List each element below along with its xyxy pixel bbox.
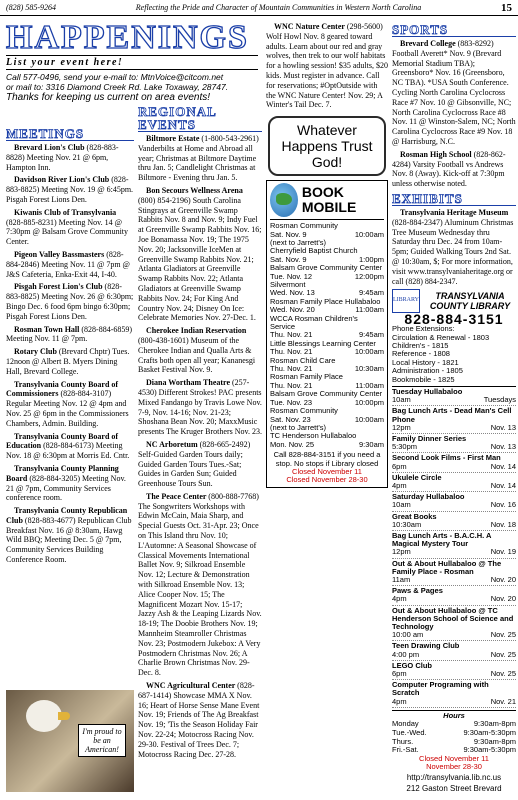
bookmobile-note: Call 828-884-3151 if you need a stop. No stops if Library closed: [273, 450, 381, 468]
bookmobile-date: Wed. Nov. 13: [270, 288, 315, 298]
happenings-title: HAPPENINGS: [6, 19, 249, 56]
bookmobile-date: Thu. Nov. 21: [270, 347, 313, 357]
hours-day: Monday: [392, 719, 419, 729]
extensions-title: Phone Extensions:: [392, 324, 455, 334]
bookmobile-time: 1:00pm: [358, 254, 384, 264]
hours-title: Hours: [443, 710, 465, 720]
meeting-entry: [6, 143, 134, 172]
meeting-details: (828-883-8825) Meeting Nov. 19 @ 6:45pm. Pisgah Forest Lions Den.: [6, 175, 134, 204]
meeting-details: (828-884-3107) Regular Meeting Nov. 12 @ 4pm and Nov. 25 @ 6pm in the Commissioners Chambers, Admin. Building.: [6, 389, 129, 428]
regional-event-entry: [138, 681, 262, 759]
meeting-entry: [6, 464, 134, 503]
happenings-subtitle: List your event here!: [6, 55, 258, 70]
library-closed-1: Closed November 11: [419, 753, 489, 763]
library-event-time: 10am: [392, 500, 411, 510]
regional-event-name: Bon Secours Wellness Arena: [146, 185, 243, 195]
library-event-time: 12pm: [392, 422, 411, 432]
bookmobile-date: Thu. Nov. 21: [270, 380, 313, 390]
library-event-name: Second Look Films - First Man: [392, 453, 501, 463]
meeting-entry: [6, 506, 134, 565]
meeting-entry: [6, 325, 134, 345]
meeting-name: Pisgah Forest Lion's Club: [14, 282, 105, 292]
bookmobile-time: 10:00am: [354, 347, 384, 357]
bookmobile-closed-2: Closed November 28-30: [286, 475, 368, 485]
bookmobile-time: 11:00am: [355, 380, 384, 390]
bookmobile-place: Rosman Family Place Hullabaloo: [270, 296, 381, 306]
bookmobile-box: [266, 180, 388, 488]
regional-overflow: [266, 22, 388, 110]
hours-time: 9:30am-5:30pm: [463, 728, 516, 738]
sports-details: (883-8292) Football Averett* Nov. 9 (Brevard Memorial Stadium TBA); Greensboro* Nov. 16 (Greensboro, NC TBA). *USA South Conference. Cycling North Carolina Cyclocross Race #7 Nov. 10 @ Gibsonville, NC; North Carolina Cyclocross Race #8 Nov. 11 @ Winston-Salem, NC; North Carolina Cyclocross Race #9 Nov. 18 @ Harrisburg, N.C.: [392, 39, 516, 146]
regional-event-name: NC Arboretum: [146, 439, 200, 449]
meeting-name: Transylvania County Board of Commissioners: [6, 379, 119, 399]
library-event-date: Nov. 18: [490, 519, 516, 529]
library-event-time-row: [392, 463, 516, 473]
meeting-entry: [6, 282, 134, 321]
exhibit-name: Transylvania Heritage Museum: [400, 207, 509, 217]
extension-item: Circulation & Renewal - 1803: [392, 332, 490, 342]
library-event-date: Nov. 13: [490, 422, 516, 432]
meeting-name: Davidson River Lion's Club: [14, 175, 112, 185]
meeting-name: Transylvania County Planning Board: [6, 463, 119, 483]
bookmobile-time: 10:00am: [354, 229, 384, 239]
library-event-time-row: [392, 548, 516, 558]
bookmobile-closed-1: Closed November 11: [292, 466, 362, 476]
regional-event-name: Diana Wortham Theatre: [146, 378, 233, 388]
library-event-time-row: [392, 521, 516, 531]
library-event-name: Paws & Pages: [392, 586, 443, 596]
library-event-name: Family Dinner Series: [392, 433, 467, 443]
library-event-date: Nov. 25: [490, 649, 516, 659]
library-event-time-row: [392, 576, 516, 586]
regional-event-name: WNC Nature Center: [274, 22, 347, 31]
regional-event-name: Cherokee Indian Reservation: [146, 326, 247, 336]
library-event-date: Nov. 25: [490, 669, 516, 679]
library-event-time-row: [392, 698, 516, 708]
meetings-heading: MEETINGS: [6, 127, 134, 141]
library-event-date: Nov. 21: [490, 696, 516, 706]
bookmobile-date: Tue. Nov. 12: [270, 271, 313, 281]
meeting-details: (828-883-8828) Meeting Nov. 21 @ 6pm, Hampton Inn.: [6, 143, 119, 172]
library-event-date: Nov. 19: [490, 547, 516, 557]
extension-item: Bookmobile - 1825: [392, 374, 455, 384]
bookmobile-place: Rosman Child Care: [270, 355, 336, 365]
bookmobile-time: 9:45am: [358, 288, 384, 298]
contact-line-2: or mail to: 3316 Diamond Creek Rd. Lake Toxaway, 28747.: [6, 82, 229, 92]
library-event-name: Great Books: [392, 511, 437, 521]
regional-event-name: WNC Agricultural Center: [146, 681, 238, 691]
thanks-line: Thanks for keeping us current on area events!: [6, 92, 211, 103]
bookmobile-date: Wed. Nov. 20: [270, 305, 315, 315]
extension-item: Administration - 1805: [392, 366, 463, 376]
trust-god-text: Whatever Happens Trust God!: [281, 122, 373, 171]
bookmobile-time: 10:00pm: [354, 397, 384, 407]
bookmobile-place: Rosman Community: [270, 221, 338, 231]
sports-list: [392, 39, 516, 189]
library-event-name: Saturday Hullabaloo: [392, 492, 465, 502]
library-event-time-row: [392, 595, 516, 605]
library-event-time: 4:00 pm: [392, 649, 420, 659]
library-event-name: Out & About Hullabaloo @ TC Henderson School of Science and Technology: [392, 605, 514, 632]
bookmobile-header: [270, 183, 384, 220]
library-event-time-row: [392, 670, 516, 680]
meeting-entry: [6, 380, 134, 429]
meeting-name: Rotary Club: [14, 347, 59, 357]
bookmobile-place: Silvermont: [270, 280, 306, 290]
extensions-list: [392, 334, 516, 384]
regional-event-details: (298-5600) Wolf Howl Nov. 8 geared toward adults. Learn about our red and gray wolves, then trek to our wolf habitats for a howling session! $35 adults, $20 kids. Must register in advance. Call for reservations; #OptOutside with the WNC Nature Center! Nov. 29; A Winter's Tail Dec. 7.: [266, 22, 388, 110]
library-event-name: Bag Lunch Arts - B.A.C.H. A Magical Mystery Tour: [392, 531, 492, 549]
library-url[interactable]: http://transylvania.lib.nc.us: [406, 773, 502, 783]
proud-american-card: I'm proud to be an American!: [78, 724, 126, 757]
bookmobile-date: Mon. Nov. 25: [270, 439, 315, 449]
regional-event-entry: [138, 492, 262, 678]
library-event-time: 4pm: [392, 696, 407, 706]
library-event-time-row: [392, 651, 516, 661]
page-number: 15: [500, 1, 512, 14]
meeting-details: (Brevard Chptr) Tues. 12noon @ Albert B. Myers Dining Hall, Brevard College.: [6, 347, 130, 376]
regional-event-entry: [138, 440, 262, 489]
bookmobile-schedule: [270, 222, 384, 449]
regional-event-details: (1-800-543-2961) Vanderbilts at Home and Abroad all year; Christmas at Biltmore Daytime thru Jan. 5; Candlelight Christmas at Biltmore - Evening thru Jan. 5.: [138, 134, 259, 183]
bookmobile-date: Sat. Nov. 9: [270, 229, 307, 239]
bookmobile-place: (next to Jarrett's): [270, 422, 327, 432]
meeting-name: Rosman Town Hall: [14, 324, 82, 334]
library-event-name: Teen Drawing Club: [392, 641, 460, 651]
meeting-name: Transylvania County Republican Club: [6, 506, 128, 525]
regional-event-entry: [138, 326, 262, 375]
extension-item: Reference - 1808: [392, 349, 450, 359]
library-event-date: Nov. 14: [490, 481, 516, 490]
meeting-details: (828-883-8825) Meeting Nov. 26 @ 6:30pm; Bingo Dec. 6 food 6pm bingo 6:30pm; Pisgah Forest Lions Den.: [6, 282, 134, 321]
library-event-time-row: [392, 424, 516, 434]
globe-icon: [270, 183, 298, 217]
bookmobile-date: Thu. Nov. 21: [270, 364, 313, 374]
meeting-entry: [6, 250, 134, 279]
meetings-list: [6, 126, 134, 568]
meeting-name: Transylvania County Board of Education: [6, 431, 119, 451]
hours-time: 9:30am-5:30pm: [463, 745, 516, 755]
header-tagline: Reflecting the Pride and Character of Mountain Communities in Western North Carolina: [135, 3, 422, 12]
sports-entry: [392, 150, 516, 189]
library-event-name: Ukulele Circle: [392, 472, 442, 482]
exhibits-list: [392, 208, 516, 286]
bookmobile-place: (next to Jarrett's): [270, 237, 327, 247]
meeting-details: (828-884-3205) Meeting Nov. 21 @ 7pm, Community Services conference room.: [6, 473, 126, 503]
library-event-time: 12pm: [392, 547, 411, 557]
right-column: [392, 22, 516, 792]
meeting-details: (828-884-6859) Meeting Nov. 11 @ 7pm.: [6, 324, 133, 344]
bookmobile-place: TC Henderson Hullabaloo: [270, 431, 357, 441]
extension-item: Local History - 1821: [392, 357, 459, 367]
library-event-time-row: [392, 482, 516, 492]
library-event-time: 11am: [392, 575, 411, 585]
regional-event-details: (800) 854-2196) South Carolina Stingrays at Greenville Swamp Rabbits Nov. 8 and Nov. 9; Indy Fuel at Greenville Swamp Rabbits Nov. 16; Joe Bonamassa Nov. 19; The 1975 Nov. 20; Jacksonville IceMen at Greenville Swamp Rabbits Nov. 21; Atlanta Gladiators at Greenville Swamp Rabbits Nov. 22; Atlanta Gladiators at Greenville Swamp Rabbits Nov. 24; For King And Country Nov. 24; Disney On Ice: Celebrate Memories Nov. 27-Dec. 1.: [138, 195, 262, 323]
regional-event-details: (257-4530) Different Strokes! PAC presents Mixed Fandango by Travis Lowe Nov. 7-9, Nov. 14-16; Nov. 21-23; Shoshana Bean Nov. 20; MaxxMusic presents The Kruger Brothers Nov. 23.: [138, 378, 262, 437]
bookmobile-time: 12:00pm: [354, 271, 384, 281]
bookmobile-time: 9:30am: [358, 439, 384, 449]
sports-name: Brevard College: [400, 39, 458, 48]
library-event-time-row: [392, 631, 516, 641]
hours-day: Fri.-Sat.: [392, 745, 419, 755]
library-schedule: [392, 386, 516, 708]
library-logo-icon: LIBRARY: [392, 289, 420, 313]
library-logo: [392, 289, 516, 313]
hours-list: [392, 720, 516, 754]
sports-entry: [392, 39, 516, 147]
meeting-details: (828-884-2846) Meeting Nov. 11 @ 7pm @ J&S Cafeteria, Enka-Exit 44, I-40.: [6, 249, 130, 279]
library-event-time: 4pm: [392, 481, 407, 490]
bookmobile-place: Little Blessings Learning Center: [270, 338, 376, 348]
meeting-details: (828-884-6173) Meeting Nov. 18 @ 6:30pm at Morris Ed. Cntr.: [6, 441, 130, 461]
library-event-time: 6pm: [392, 461, 407, 471]
library-event-time: 10:30am: [392, 519, 422, 529]
meeting-entry: [6, 208, 134, 247]
regional-event-entry: [138, 378, 262, 437]
bookmobile-date: Sat. Nov. 9: [270, 254, 307, 264]
meeting-name: Kiwanis Club of Transylvania: [14, 207, 117, 217]
bookmobile-row: [270, 441, 384, 449]
hours-day: Thurs.: [392, 736, 414, 746]
bookmobile-title: BOOK MOBILE: [301, 184, 357, 216]
library-event-name: LEGO Club: [392, 660, 432, 670]
hours-time: 9:30am-8pm: [473, 719, 516, 729]
exhibits-heading: EXHIBITS: [392, 192, 516, 206]
header-phone: (828) 585-9264: [6, 3, 56, 12]
extension-item: Children's - 1815: [392, 340, 449, 350]
library-event-date: Nov. 16: [490, 500, 516, 510]
library-hours: [392, 710, 516, 792]
bookmobile-place: Rosman Family Place: [270, 372, 343, 382]
library-event-name: Computer Programing with Scratch: [392, 680, 489, 698]
sports-name: Rosman High School: [400, 149, 474, 159]
library-event-name: Tuesday Hullabaloo: [392, 386, 463, 396]
library-event-time: 6pm: [392, 669, 407, 679]
bookmobile-date: Sat. Nov. 23: [270, 414, 311, 424]
regional-event-entry: [266, 22, 388, 110]
bookmobile-place: WCCA Rosman Children's Service: [270, 313, 358, 332]
library-event-date: Nov. 13: [490, 442, 516, 452]
library-event-time-row: [392, 396, 516, 406]
meeting-entry: [6, 432, 134, 461]
hours-day: Tue.-Wed.: [392, 728, 427, 738]
regional-column: [138, 22, 262, 792]
bookmobile-place: Balsam Grove Community Center: [270, 263, 383, 273]
library-event-date: Tuesdays: [483, 395, 516, 405]
meeting-entry: [6, 175, 134, 204]
library-event-date: Nov. 14: [490, 461, 516, 471]
library-event-time: 10am: [392, 395, 411, 405]
meeting-details: (828-885-8231) Meeting Nov. 14 @ 7:30pm @ Balsam Grove Community Center.: [6, 217, 129, 247]
contact-line-1: Call 577-0496, send your e-mail to: MtnVoice@citcom.net: [6, 72, 224, 82]
library-closed-2: November 28-30: [426, 762, 482, 772]
meeting-entry: [6, 347, 134, 376]
middle-column: [266, 22, 388, 792]
bookmobile-place: Rosman Community: [270, 406, 338, 416]
regional-event-entry: [138, 186, 262, 323]
regional-event-entry: [138, 134, 262, 183]
library-event-date: Nov. 20: [490, 594, 516, 604]
library-phone: 828-884-3151: [404, 311, 504, 328]
library-event-date: Nov. 25: [490, 630, 516, 640]
trust-god-ad: [268, 116, 386, 176]
library-name: TRANSYLVANIA COUNTY LIBRARY: [429, 291, 511, 312]
regional-event-details: (800-438-1601) Museum of the Cherokee Indian and Qualla Arts & Crafts both open all year; Kananesgi Basket Festival Nov. 9.: [138, 335, 256, 375]
bookmobile-time: 9:45am: [358, 330, 384, 340]
hours-time: 9:30am-8pm: [473, 736, 516, 746]
regional-event-details: (828-687-1414) Showcase MMA X Nov. 16; Heart of Horse Sense Mane Event Nov. 19; Friends of The Ag Breakfast Nov. 19; 'Tis the Season Holiday Fair Nov. 22-24; Motocross Racing Nov. 29-30. Festival of Trees Dec. 7; Motocross Racing Dec. 27-28.: [138, 681, 260, 759]
meeting-name: Pigeon Valley Bassmasters: [14, 249, 107, 259]
library-event-date: Nov. 20: [490, 575, 516, 585]
regional-list: [138, 104, 262, 762]
meetings-column: [6, 22, 134, 792]
exhibit-entry: [392, 208, 516, 286]
bookmobile-place: Cherryfield Baptist Church: [270, 246, 358, 256]
eagle-flag-ad: [6, 690, 134, 792]
exhibit-details: (828-884-2347) Aluminum Christmas Tree Museum Wednesday thru Saturday thru Dec. 24 from 10am-5pm; Guided Walking Tours 2nd Sat. @ 10:30am, $; For more information, visit www.transylvaniaheritage.org or call (828) 884-2347.: [392, 217, 514, 286]
library-event-time: 10:00 am: [392, 630, 424, 640]
library-event-time: 4pm: [392, 594, 407, 604]
library-event-time-row: [392, 501, 516, 511]
library-event-time: 5:30pm: [392, 442, 418, 452]
regional-event-name: Biltmore Estate: [146, 134, 202, 143]
page-header: [0, 0, 518, 16]
regional-event-details: (800-888-7768) The Songwriters Workshops with Edwin McCain, Maia Sharp, and Special Guests Oct. 31-Apr. 23; Once on This Island thru Nov. 10; L'Automne: A Seasonal Showcase of Classical Movements International Ballet Nov. 9; Silkroad Ensemble Nov. 12; Lecture & Demonstration with Silkroad Ensemble Nov. 13; Alice Cooper Nov. 15; The Magnificent Mozart Nov. 15-17; Jazzy Ash & the Leaping Lizards Nov. 18-19; The Doobie Brothers Nov. 19; Mannheim Steamroller Christmas Nov. 23; Postmodern Jukebox: A Very Postmodern Christmas Nov. 26; A Charlie Brown Christmas Nov. 29-Dec. 8.: [138, 491, 262, 678]
library-address: 212 Gaston Street Brevard: [406, 783, 502, 792]
library-extensions: [392, 325, 516, 384]
bookmobile-place: Balsam Grove Community Center: [270, 389, 383, 399]
bookmobile-time: 10:30am: [354, 364, 384, 374]
library-event-name: Bag Lunch Arts - Dead Man's Cell Phone: [392, 406, 512, 424]
sports-details: (828-862-4284) Varsity Football vs Andrews Nov. 8 (Away). Kick-off at 7:30pm unless otherwise noted.: [392, 149, 506, 189]
regional-event-name: The Peace Center: [146, 491, 209, 501]
meeting-name: Brevard Lion's Club: [14, 143, 87, 152]
meeting-details: (828-883-4677) Republican Club Breakfast Nov. 16 @ 8:30am, Hawg Wild BBQ; Meeting Dec. 5 @ 7pm, Community Services Building Conference Room.: [6, 515, 132, 565]
bookmobile-footer: [270, 451, 384, 485]
eagle-head-icon: [26, 700, 62, 732]
regional-event-details: (828-665-2492) Self-Guided Garden Tours daily; Guided Garden Tours Tues.-Sat; Guides in Garden Sun; Guided Greenhouse Tours Sun.: [138, 439, 251, 489]
bookmobile-time: 11:00am: [355, 305, 384, 315]
library-event-name: Out & About Hullabaloo @ The Family Place - Rosman: [392, 558, 502, 576]
library-event-time-row: [392, 443, 516, 453]
sports-heading: SPORTS: [392, 23, 516, 37]
regional-heading: REGIONAL EVENTS: [138, 105, 262, 132]
eagle-beak-icon: [58, 712, 70, 720]
bookmobile-date: Thu. Nov. 21: [270, 330, 313, 340]
bookmobile-date: Tue. Nov. 23: [270, 397, 313, 407]
bookmobile-time: 10:00am: [354, 414, 384, 424]
